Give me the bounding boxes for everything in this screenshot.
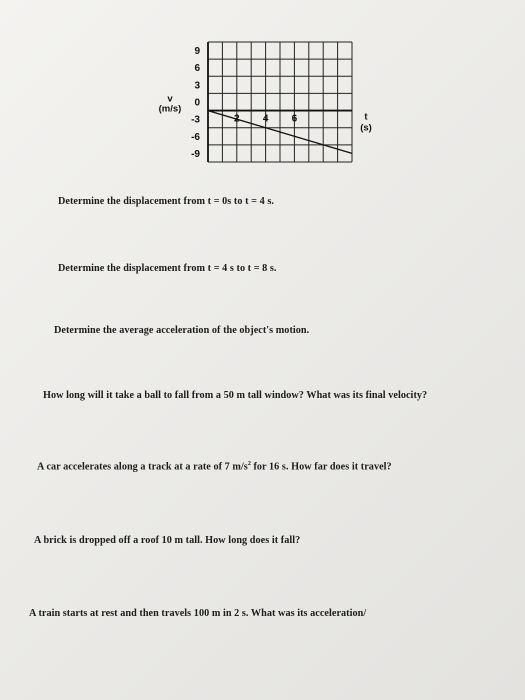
question-6: A brick is dropped off a roof 10 m tall. How long does it fall? — [34, 535, 301, 546]
question-3: Determine the average acceleration of the object's motion. — [54, 325, 310, 336]
x-tick-label: 4 — [262, 113, 269, 125]
x-tick-label: 2 — [234, 113, 240, 125]
y-tick-label: -6 — [191, 131, 200, 143]
question-2: Determine the displacement from t = 4 s to t = 8 s. — [58, 263, 277, 274]
y-tick-label: 3 — [194, 80, 200, 92]
y-tick-label: 0 — [194, 97, 200, 109]
velocity-time-chart — [140, 36, 380, 176]
question-7: A train starts at rest and then travels 100 m in 2 s. What was its acceleration/ — [29, 608, 367, 619]
x-tick-label: 6 — [291, 113, 298, 125]
y-axis-symbol: v — [167, 93, 173, 105]
y-tick-label: -3 — [191, 114, 200, 126]
x-axis-symbol: t — [364, 111, 368, 123]
x-axis-unit: (s) — [360, 122, 372, 134]
question-1: Determine the displacement from t = 0s to t = 4 s. — [58, 196, 274, 207]
question-5-text-before: A car accelerates along a track at a rate of 7 m/s — [37, 461, 248, 473]
y-tick-label: -9 — [191, 148, 200, 160]
question-5-exponent: 2 — [247, 461, 251, 467]
question-5-text-after: for 16 s. How far does it travel? — [250, 461, 392, 473]
y-tick-label: 9 — [194, 46, 200, 58]
question-5 — [37, 461, 392, 472]
y-axis-unit: (m/s) — [158, 103, 182, 115]
velocity-time-graph — [140, 36, 380, 176]
y-tick-label: 6 — [194, 63, 200, 75]
question-4: How long will it take a ball to fall from a 50 m tall window? What was its final velocity? — [43, 390, 428, 401]
